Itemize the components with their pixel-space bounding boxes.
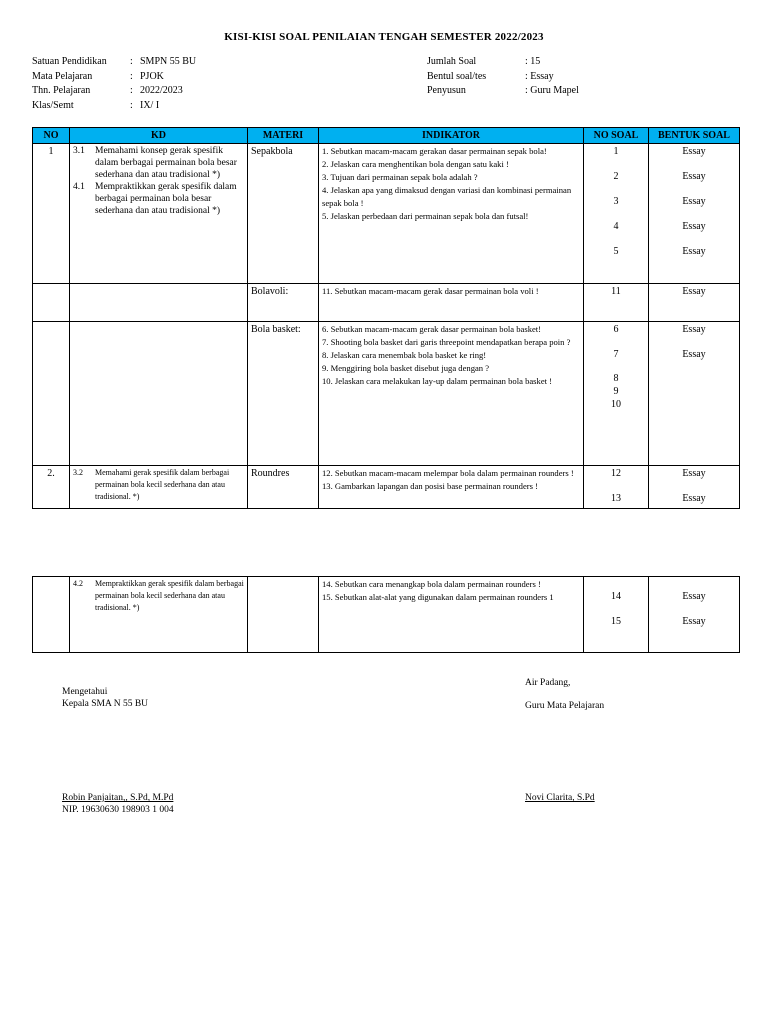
indikator-cell bbox=[319, 322, 584, 466]
info-sep: : bbox=[130, 56, 133, 67]
header-bentuk-soal: BENTUK SOAL bbox=[649, 128, 740, 144]
bentuk-soal-cell bbox=[649, 577, 740, 653]
bentuk-soal-cell bbox=[649, 466, 740, 509]
no-soal-value: 12 bbox=[611, 468, 621, 479]
header-kd: KD bbox=[70, 128, 248, 144]
kd-cell bbox=[70, 466, 248, 509]
info-label: Klas/Semt bbox=[32, 99, 74, 111]
document-title: KISI-KISI SOAL PENILAIAN TENGAH SEMESTER 2022/2023 bbox=[224, 31, 544, 43]
no-soal-cell bbox=[584, 322, 649, 466]
bentuk-soal-value: Essay bbox=[682, 591, 706, 602]
kd-number: 3.2 bbox=[73, 468, 83, 477]
table-row bbox=[33, 144, 740, 284]
row-number: 1 bbox=[33, 144, 70, 284]
info-label: Jumlah Soal bbox=[427, 56, 477, 67]
bentuk-soal-value: Essay bbox=[682, 493, 706, 504]
principal-name: Robin Panjaitan,, S.Pd, M.Pd bbox=[62, 793, 174, 803]
no-soal-value: 5 bbox=[613, 246, 619, 257]
kd-number: 4.1 bbox=[73, 182, 85, 192]
approval-label: Mengetahui bbox=[62, 687, 108, 697]
kd-cell bbox=[70, 144, 248, 284]
kd-cell bbox=[70, 577, 248, 653]
bentuk-soal-value: Essay bbox=[682, 246, 706, 257]
kd-text: Mempraktikkan gerak spesifik dalam berbagai permainan bola kecil sederhana dan atau tradisional. *) bbox=[95, 579, 244, 612]
materi-cell: Bolavoli: bbox=[248, 284, 319, 322]
kd-item bbox=[73, 467, 244, 503]
identity-info-right bbox=[427, 55, 579, 99]
no-soal-value: 13 bbox=[611, 493, 621, 504]
kd-cell bbox=[70, 322, 248, 466]
materi-cell: Bola basket: bbox=[248, 322, 319, 466]
no-soal-value: 7 bbox=[613, 349, 619, 360]
identity-info-left bbox=[32, 55, 196, 113]
indikator-item: 4. Jelaskan apa yang dimaksud dengan variasi dan kombinasi permainan sepak bola ! bbox=[322, 185, 572, 208]
header-no-soal: NO SOAL bbox=[584, 128, 649, 144]
kisi-table-continued bbox=[32, 576, 740, 653]
kd-text: Mempraktikkan gerak spesifik dalam berbagai permainan bola besar sederhana dan atau tradisional *) bbox=[95, 182, 237, 216]
kd-text: Memahami konsep gerak spesifik dalam berbagai permainan bola besar sederhana dan atau tradisional *) bbox=[95, 146, 237, 180]
indikator-item: 14. Sebutkan cara menangkap bola dalam permainan rounders ! bbox=[322, 579, 541, 589]
kd-cell bbox=[70, 284, 248, 322]
info-label: Penyusun bbox=[427, 85, 466, 96]
row-number: 2. bbox=[33, 466, 70, 509]
bentuk-soal-value: Essay bbox=[682, 146, 706, 157]
indikator-item: 9. Menggiring bola basket disebut juga dengan ? bbox=[322, 363, 490, 373]
header-indikator: INDIKATOR bbox=[319, 128, 584, 144]
header-materi: MATERI bbox=[248, 128, 319, 144]
info-value: 2022/2023 bbox=[140, 85, 183, 96]
info-row-penyusun bbox=[427, 84, 579, 99]
teacher-role: Guru Mata Pelajaran bbox=[525, 701, 605, 711]
info-sep: : bbox=[130, 70, 133, 82]
indikator-item: 10. Jelaskan cara melakukan lay-up dalam permainan bola basket ! bbox=[322, 376, 553, 386]
indikator-item: 1. Sebutkan macam-macam gerakan dasar permainan sepak bola! bbox=[322, 146, 547, 156]
principal-nip: NIP. 19630630 198903 1 004 bbox=[62, 805, 174, 815]
no-soal-value: 2 bbox=[613, 171, 619, 182]
no-soal-value: 4 bbox=[613, 221, 619, 232]
bentuk-soal-cell bbox=[649, 322, 740, 466]
bentuk-soal-value: Essay bbox=[682, 171, 706, 182]
bentuk-soal-value: Essay bbox=[649, 284, 740, 322]
kd-item bbox=[73, 181, 244, 217]
materi-cell bbox=[248, 577, 319, 653]
info-label: Thn. Pelajaran bbox=[32, 85, 91, 96]
indikator-item: 8. Jelaskan cara menembak bola basket ke ring! bbox=[322, 350, 487, 360]
indikator-cell: 11. Sebutkan macam-macam gerak dasar permainan bola voli ! bbox=[319, 284, 584, 322]
bentuk-soal-value: Essay bbox=[682, 324, 706, 335]
info-value: : 15 bbox=[525, 56, 541, 67]
kd-text: Memahami gerak spesifik dalam berbagai permainan bola kecil sederhana dan atau tradisional. *) bbox=[95, 468, 230, 501]
info-row-jumlah bbox=[427, 55, 579, 70]
no-soal-value: 1 bbox=[613, 146, 619, 157]
no-soal-value: 11 bbox=[584, 284, 649, 322]
info-value: : Essay bbox=[525, 70, 554, 82]
principal-title: Kepala SMA N 55 BU bbox=[62, 699, 149, 709]
info-row-kelas bbox=[32, 99, 196, 114]
kd-item bbox=[73, 145, 244, 181]
kd-number: 4.2 bbox=[73, 579, 83, 588]
table-row bbox=[33, 284, 740, 322]
no-soal-value: 14 bbox=[611, 591, 621, 602]
indikator-item: 5. Jelaskan perbedaan dari permainan sepak bola dan futsal! bbox=[322, 211, 529, 221]
no-soal-value: 3 bbox=[613, 196, 619, 207]
header-no: NO bbox=[33, 128, 70, 144]
indikator-item: 13. Gambarkan lapangan dan posisi base permainan rounders ! bbox=[322, 481, 538, 491]
bentuk-soal-value: Essay bbox=[682, 196, 706, 207]
table-row bbox=[33, 577, 740, 653]
indikator-item: 7. Shooting bola basket dari garis threepoint mendapatkan berapa poin ? bbox=[322, 337, 571, 347]
approval-block bbox=[62, 686, 148, 710]
no-soal-value: 10 bbox=[611, 399, 621, 410]
bentuk-soal-value: Essay bbox=[682, 349, 706, 360]
info-value: SMPN 55 BU bbox=[140, 56, 197, 67]
info-row-satuan bbox=[32, 55, 196, 70]
principal-signature bbox=[62, 792, 174, 816]
indikator-item: 12. Sebutkan macam-macam melempar bola dalam permainan rounders ! bbox=[322, 468, 574, 478]
kd-item bbox=[73, 578, 244, 614]
table-row bbox=[33, 322, 740, 466]
kd-number: 3.1 bbox=[73, 146, 85, 156]
row-number bbox=[33, 322, 70, 466]
no-soal-value: 9 bbox=[613, 386, 619, 397]
info-value: PJOK bbox=[140, 70, 164, 82]
table-header-row bbox=[33, 128, 740, 144]
no-soal-cell bbox=[584, 144, 649, 284]
no-soal-cell bbox=[584, 577, 649, 653]
no-soal-value: 8 bbox=[613, 373, 619, 384]
bentuk-soal-value: Essay bbox=[682, 616, 706, 627]
no-soal-value: 15 bbox=[611, 616, 621, 627]
materi-cell: Roundres bbox=[248, 466, 319, 509]
no-soal-value: 6 bbox=[613, 324, 619, 335]
indikator-cell bbox=[319, 577, 584, 653]
indikator-cell bbox=[319, 144, 584, 284]
bentuk-soal-value: Essay bbox=[682, 221, 706, 232]
bentuk-soal-value: Essay bbox=[682, 468, 706, 479]
row-number bbox=[33, 284, 70, 322]
bentuk-soal-cell bbox=[649, 144, 740, 284]
info-row-mapel bbox=[32, 70, 196, 85]
row-number bbox=[33, 577, 70, 653]
info-sep: : bbox=[130, 99, 133, 111]
indikator-cell bbox=[319, 466, 584, 509]
info-sep: : bbox=[130, 85, 133, 96]
info-value: : Guru Mapel bbox=[525, 85, 579, 96]
no-soal-cell bbox=[584, 466, 649, 509]
info-row-bentuk bbox=[427, 70, 579, 85]
info-label: Bentul soal/tes bbox=[427, 70, 487, 82]
info-label: Satuan Pendidikan bbox=[32, 56, 107, 67]
place-date: Air Padang, bbox=[525, 678, 571, 688]
table-row bbox=[33, 466, 740, 509]
info-value: IX/ I bbox=[140, 99, 160, 111]
kisi-table bbox=[32, 127, 740, 509]
teacher-name: Novi Clarita, S.Pd bbox=[525, 793, 595, 803]
indikator-item: 6. Sebutkan macam-macam gerak dasar permainan bola basket! bbox=[322, 324, 542, 334]
indikator-item: 15. Sebutkan alat-alat yang digunakan dalam permainan rounders 1 bbox=[322, 592, 554, 602]
info-row-tahun bbox=[32, 84, 196, 99]
indikator-item: 3. Tujuan dari permainan sepak bola adalah ? bbox=[322, 172, 478, 182]
indikator-item: 2. Jelaskan cara menghentikan bola dengan satu kaki ! bbox=[322, 159, 509, 169]
info-label: Mata Pelajaran bbox=[32, 70, 93, 82]
materi-cell: Sepakbola bbox=[248, 144, 319, 284]
